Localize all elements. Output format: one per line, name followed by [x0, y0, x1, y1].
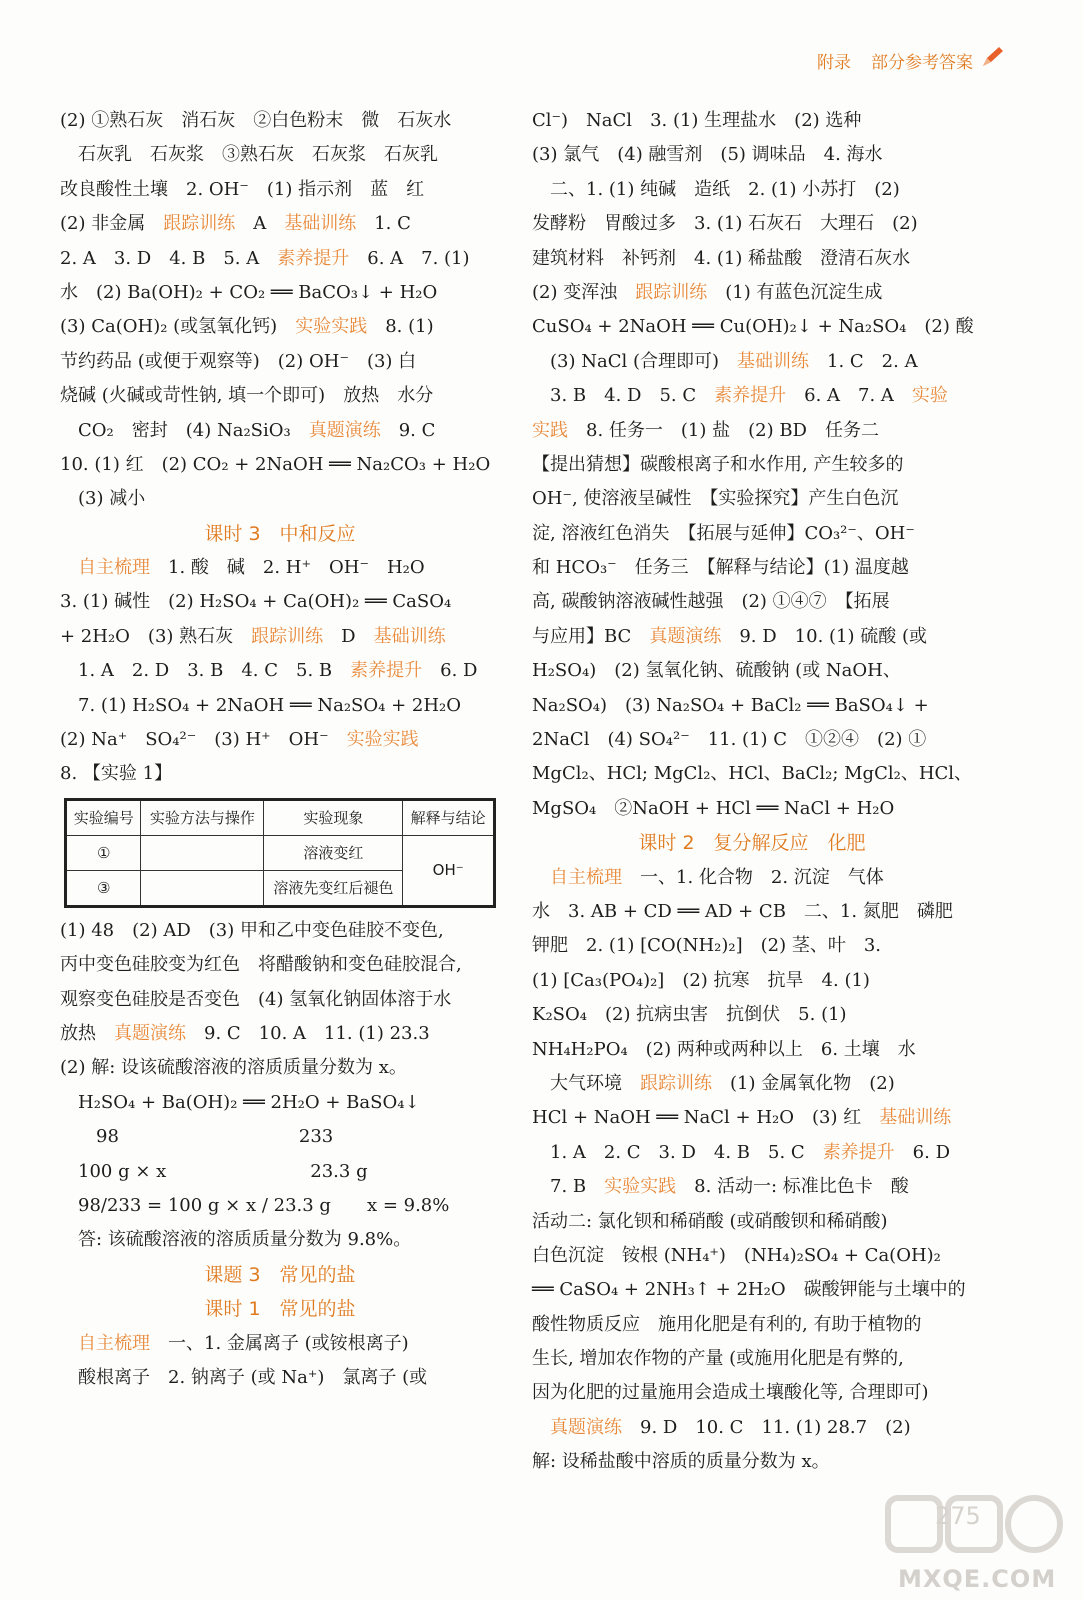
- section-tag: 基础训练: [737, 350, 809, 372]
- text-line: 酸性物质反应 施用化肥是有利的, 有助于植物的: [532, 1313, 922, 1335]
- text-line: CuSO₄ + 2NaOH ══ Cu(OH)₂↓ + Na₂SO₄ (2) 酸: [532, 316, 974, 338]
- table-cell-conclusion: OH⁻: [403, 835, 495, 906]
- section-tag: 跟踪训练: [251, 625, 324, 647]
- text-line: 7. (1) H₂SO₄ + 2NaOH ══ Na₂SO₄ + 2H₂O: [60, 694, 462, 716]
- text-line: 答: 该硫酸溶液的溶质质量分数为 9.8%。: [60, 1229, 412, 1251]
- section-tag: 实践: [532, 419, 568, 441]
- text-line: (2) 非金属 跟踪训练 A 基础训练 1. C: [60, 213, 411, 235]
- text-line: 烧碱 (火碱或苛性钠, 填一个即可) 放热 水分: [60, 385, 434, 407]
- watermark-text: MXQE.COM: [898, 1565, 1057, 1593]
- table-row: [66, 835, 495, 870]
- right-column: [532, 104, 972, 1480]
- table-cell: [141, 835, 264, 870]
- text-line: 建筑材料 补钙剂 4. (1) 稀盐酸 澄清石灰水: [532, 247, 911, 269]
- section-tag: 基础训练: [879, 1107, 952, 1129]
- table-header: 实验方法与操作: [141, 799, 264, 835]
- text-line: 自主梳理 1. 酸 碱 2. H⁺ OH⁻ H₂O: [78, 557, 425, 579]
- text-line: (2) Na⁺ SO₄²⁻ (3) H⁺ OH⁻ 实验实践: [60, 729, 419, 751]
- section-tag: 自主梳理: [550, 866, 622, 888]
- text-line: 和 HCO₃⁻ 任务三 【解释与结论】(1) 温度越: [532, 557, 909, 579]
- text-line: (1) 48 (2) AD (3) 甲和乙中变色硅胶不变色,: [60, 919, 444, 941]
- text-line: 石灰乳 石灰浆 ③熟石灰 石灰浆 石灰乳: [60, 144, 438, 166]
- section-tag: 实验实践: [295, 316, 368, 338]
- page-header: [817, 48, 973, 73]
- text-line: 【提出猜想】碳酸根离子和水作用, 产生较多的: [532, 453, 904, 475]
- text-line: 1. A 2. D 3. B 4. C 5. B 素养提升 6. D: [60, 660, 478, 682]
- text-line: 淀, 溶液红色消失 【拓展与延伸】CO₃²⁻、OH⁻: [532, 522, 915, 544]
- table-header: 解释与结论: [403, 799, 495, 835]
- text-line: 2NaCl (4) SO₄²⁻ 11. (1) C ①②④ (2) ①: [532, 729, 927, 751]
- text-line: MgCl₂、HCl; MgCl₂、HCl、BaCl₂; MgCl₂、HCl、: [532, 763, 973, 785]
- left-column: [60, 104, 500, 1395]
- header-title: 部分参考答案: [871, 53, 973, 73]
- text-line: 7. B 实验实践 8. 活动一: 标准比色卡 酸: [532, 1176, 909, 1198]
- text-line: 8. 【实验 1】: [60, 763, 173, 785]
- text-line: (2) ①熟石灰 消石灰 ②白色粉末 微 石灰水: [60, 110, 452, 131]
- text-line: 1. A 2. C 3. D 4. B 5. C 素养提升 6. D: [532, 1141, 951, 1163]
- text-line: 高, 碳酸钠溶液碱性越强 (2) ①④⑦ 【拓展: [532, 591, 890, 613]
- section-heading: 课时 2 复分解反应 化肥: [638, 832, 866, 855]
- text-line: 二、1. (1) 纯碱 造纸 2. (1) 小苏打 (2): [532, 178, 900, 200]
- section-tag: 跟踪训练: [635, 281, 708, 303]
- text-line: 丙中变色硅胶变为红色 将醋酸钠和变色硅胶混合,: [60, 954, 462, 976]
- section-tag: 跟踪训练: [640, 1072, 712, 1094]
- text-line: 大气环境 跟踪训练 (1) 金属氧化物 (2): [532, 1072, 895, 1094]
- section-tag: 实验: [911, 385, 948, 407]
- text-line: 水 (2) Ba(OH)₂ + CO₂ ══ BaCO₃↓ + H₂O: [60, 281, 438, 303]
- experiment-table: [64, 798, 496, 908]
- section-tag: 真题演练: [308, 419, 381, 441]
- text-line: (1) [Ca₃(PO₄)₂] (2) 抗寒 抗旱 4. (1): [532, 969, 870, 991]
- section-tag: 真题演练: [649, 625, 722, 647]
- text-line: 10. (1) 红 (2) CO₂ + 2NaOH ══ Na₂CO₃ + H₂O: [60, 453, 491, 475]
- section-heading: 课时 3 中和反应: [204, 522, 356, 545]
- table-cell: ①: [66, 835, 141, 870]
- text-line: Na₂SO₄) (3) Na₂SO₄ + BaCl₂ ══ BaSO₄↓ +: [532, 694, 929, 716]
- table-header: 实验现象: [264, 799, 403, 835]
- section-heading: 课时 1 常见的盐: [204, 1298, 356, 1321]
- table-header: 实验编号: [66, 799, 141, 835]
- text-line: 3. B 4. D 5. C 素养提升 6. A 7. A 实验: [532, 385, 948, 407]
- text-line: 真题演练 9. D 10. C 11. (1) 28.7 (2): [550, 1416, 911, 1438]
- text-line: H₂SO₄) (2) 氢氧化钠、硫酸钠 (或 NaOH、: [532, 660, 901, 682]
- text-line: 钾肥 2. (1) [CO(NH₂)₂] (2) 茎、叶 3.: [532, 935, 882, 957]
- text-line: 3. (1) 碱性 (2) H₂SO₄ + Ca(OH)₂ ══ CaSO₄: [60, 591, 452, 613]
- text-line: ══ CaSO₄ + 2NH₃↑ + 2H₂O 碳酸钾能与土壤中的: [532, 1279, 966, 1301]
- text-line: OH⁻, 使溶液呈碱性 【实验探究】产生白色沉: [532, 488, 899, 510]
- pencil-icon: [979, 44, 1005, 70]
- text-line: 观察变色硅胶是否变色 (4) 氢氧化钠固体溶于水: [60, 988, 452, 1010]
- section-tag: 自主梳理: [78, 1332, 150, 1354]
- text-line: 节约药品 (或便于观察等) (2) OH⁻ (3) 白: [60, 350, 417, 372]
- section-tag: 素养提升: [714, 385, 787, 407]
- text-line: 放热 真题演练 9. C 10. A 11. (1) 23.3: [60, 1022, 430, 1044]
- section-tag: 基础训练: [373, 625, 446, 647]
- section-tag: 跟踪训练: [163, 213, 236, 235]
- text-line: HCl + NaOH ══ NaCl + H₂O (3) 红 基础训练: [532, 1107, 952, 1129]
- equation-line: H₂SO₄ + Ba(OH)₂ ══ 2H₂O + BaSO₄↓: [60, 1091, 420, 1113]
- text-line: NH₄H₂PO₄ (2) 两种或两种以上 6. 土壤 水: [532, 1038, 916, 1060]
- text-line: 2. A 3. D 4. B 5. A 素养提升 6. A 7. (1): [60, 247, 470, 269]
- text-line: 酸根离子 2. 钠离子 (或 Na⁺) 氯离子 (或: [60, 1366, 428, 1388]
- text-line: (3) NaCl (合理即可) 基础训练 1. C 2. A: [532, 350, 918, 372]
- equation-line: 100 g × x 23.3 g: [60, 1160, 368, 1182]
- equation-line: 98 233: [60, 1126, 334, 1148]
- table-cell: 溶液先变红后褪色: [264, 870, 403, 906]
- text-line: Cl⁻) NaCl 3. (1) 生理盐水 (2) 选种: [532, 110, 862, 131]
- text-line: (3) Ca(OH)₂ (或氢氧化钙) 实验实践 8. (1): [60, 316, 434, 338]
- text-line: 解: 设稀盐酸中溶质的质量分数为 x。: [532, 1451, 830, 1473]
- text-line: 改良酸性土壤 2. OH⁻ (1) 指示剂 蓝 红: [60, 178, 425, 200]
- text-line: 自主梳理 一、1. 化合物 2. 沉淀 气体: [550, 866, 884, 888]
- table-cell: ③: [66, 870, 141, 906]
- page-number: 275: [935, 1502, 981, 1530]
- text-line: K₂SO₄ (2) 抗病虫害 抗倒伏 5. (1): [532, 1004, 847, 1026]
- text-line: 发酵粉 胃酸过多 3. (1) 石灰石 大理石 (2): [532, 213, 918, 235]
- text-line: CO₂ 密封 (4) Na₂SiO₃ 真题演练 9. C: [60, 419, 436, 441]
- section-tag: 自主梳理: [78, 557, 150, 579]
- equation-line: 98/233 = 100 g × x / 23.3 g x = 9.8%: [60, 1194, 450, 1216]
- text-line: 实践 8. 任务一 (1) 盐 (2) BD 任务二: [532, 419, 879, 441]
- section-tag: 实验实践: [604, 1176, 677, 1198]
- text-line: 与应用】BC 真题演练 9. D 10. (1) 硫酸 (或: [532, 625, 927, 647]
- text-line: 活动二: 氯化钡和稀硝酸 (或硝酸钡和稀硝酸): [532, 1210, 888, 1232]
- section-tag: 素养提升: [822, 1141, 895, 1163]
- table-cell: [141, 870, 264, 906]
- table-cell: 溶液变红: [264, 835, 403, 870]
- text-line: 生长, 增加农作物的产量 (或施用化肥是有弊的,: [532, 1348, 904, 1370]
- text-line: (3) 氯气 (4) 融雪剂 (5) 调味品 4. 海水: [532, 144, 883, 166]
- section-tag: 真题演练: [114, 1022, 186, 1044]
- text-line: 白色沉淀 铵根 (NH₄⁺) (NH₄)₂SO₄ + Ca(OH)₂: [532, 1244, 941, 1266]
- text-line: + 2H₂O (3) 熟石灰 跟踪训练 D 基础训练: [60, 625, 446, 647]
- text-line: (2) 变浑浊 跟踪训练 (1) 有蓝色沉淀生成: [532, 281, 883, 303]
- text-line: (2) 解: 设该硫酸溶液的溶质质量分数为 x。: [60, 1057, 407, 1079]
- section-tag: 素养提升: [277, 247, 350, 269]
- section-tag: 实验实践: [346, 729, 419, 751]
- text-line: 因为化肥的过量施用会造成土壤酸化等, 合理即可): [532, 1382, 929, 1404]
- text-line: 自主梳理 一、1. 金属离子 (或铵根离子): [78, 1332, 409, 1354]
- appendix-label: 附录: [817, 53, 851, 73]
- section-tag: 素养提升: [350, 660, 423, 682]
- section-tag: 基础训练: [284, 213, 357, 235]
- section-tag: 真题演练: [550, 1416, 622, 1438]
- text-line: (3) 减小: [60, 488, 146, 510]
- text-line: MgSO₄ ②NaOH + HCl ══ NaCl + H₂O: [532, 797, 895, 819]
- section-heading: 课题 3 常见的盐: [204, 1263, 356, 1286]
- text-line: 水 3. AB + CD ══ AD + CB 二、1. 氮肥 磷肥: [532, 900, 953, 922]
